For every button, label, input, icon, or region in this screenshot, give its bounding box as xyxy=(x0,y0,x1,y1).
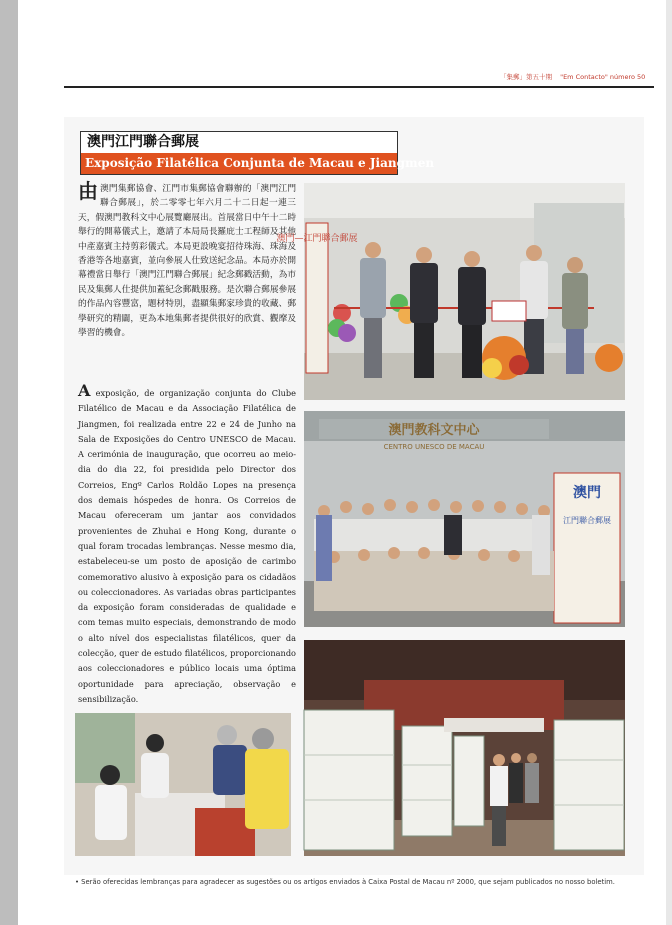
running-head-pt: "Em Contacto" número 50 xyxy=(560,73,646,81)
photo-ribbon-cutting-drawing xyxy=(276,183,625,400)
dropcap-zh: 由 xyxy=(78,179,98,203)
photo-visitors xyxy=(75,713,291,856)
running-head xyxy=(500,72,645,81)
running-head-zh: 「集郵」第五十期 xyxy=(500,73,552,81)
photo-ribbon-cutting xyxy=(276,183,625,400)
building-sign-zh: 澳門教科文中心 xyxy=(388,423,480,438)
header-rule xyxy=(64,86,654,88)
scan-edge-right xyxy=(666,0,672,925)
dropcap-pt: A xyxy=(78,381,91,400)
photo-visitors-drawing xyxy=(75,713,291,856)
article-title-pt: Exposição Filatélica Conjunta de Macau e Jiangmen xyxy=(81,153,397,174)
photo-group xyxy=(304,411,625,627)
photo-group-drawing xyxy=(304,411,625,627)
group-banner-bottom: 江門聯合郵展 xyxy=(563,516,611,525)
photo-exhibition-hall-drawing xyxy=(304,640,625,856)
article-title-box xyxy=(80,131,435,175)
body-text-pt: exposição, de organização conjunta do Clube Filatélico de Macau e da Associação Filatélica de Jiangmen, foi realizada entre 22 e 24 de Junho na Sala de Exposições do Centro UNESCO de Macau. A cerimónia de inauguração, que ocorreu ao meio-dia do dia 22, foi presidida pelo Director dos Correios, Engº Carlos Roldão Lopes na presença dos demais hóspedes de honra. Os Correios de Macau ofereceram um jantar aos convidados provenientes de Zhuhai e Hong Kong, durante o qual foram trocadas lembranças. Nesse mesmo dia, estabeleceu-se um posto de aposição de carimbo comemorativo alusivo à exposição para os cidadãos ou coleccionadores. As variadas obras participantes da exposição foram consideradas de qualidade e com temas muito especiais, demonstrando de modo o alto nível dos especialistas filatélicos, quer da colecção, quer de estudo filatélicos, proporcionando aos coleccionadores e público locais uma óptima oportunidade para apreciação, observação e sensibilização. xyxy=(78,388,296,704)
article-title-zh: 澳門江門聯合郵展 xyxy=(87,134,199,150)
photo-exhibition-hall xyxy=(304,640,625,856)
ceremony-banner-text: 澳門—江門聯合郵展 xyxy=(276,234,358,244)
footnote: • Serão oferecidas lembranças para agradecer as sugestões ou os artigos enviados à Caixa Postal de Macau nº 2000, que sejam publicados no nosso boletim. xyxy=(75,878,615,886)
article-body-zh xyxy=(78,179,296,340)
building-sign-pt: CENTRO UNESCO DE MACAU xyxy=(383,443,485,451)
group-banner-top: 澳門 xyxy=(573,485,601,501)
body-text-zh: 澳門集郵協會、江門市集郵協會聯辦的「澳門江門聯合郵展」，於二零零七年六月二十二日起一連三天，假澳門教科文中心展覽廳展出。首展當日中午十二時舉行的開幕儀式上，邀請了本局局長羅庇士工程師及其他中產嘉賓主持剪彩儀式。本局更設晚宴招待珠海、珠海及香港等各地嘉賓，並向參展人仕致送紀念品。本局亦於開幕禮當日舉行「澳門江門聯合郵展」紀念郵戳活動，為市民及集郵人仕提供加蓋紀念郵戳服務。是次聯合郵展參展的作品內容豐富，題材特別，盡顯集郵家珍貴的收藏、郵學研究的精闢，更為本地集郵者提供很好的欣賞、觀摩及學習的機會。 xyxy=(78,184,296,339)
scan-edge xyxy=(0,0,18,925)
article-body-pt xyxy=(78,383,296,707)
